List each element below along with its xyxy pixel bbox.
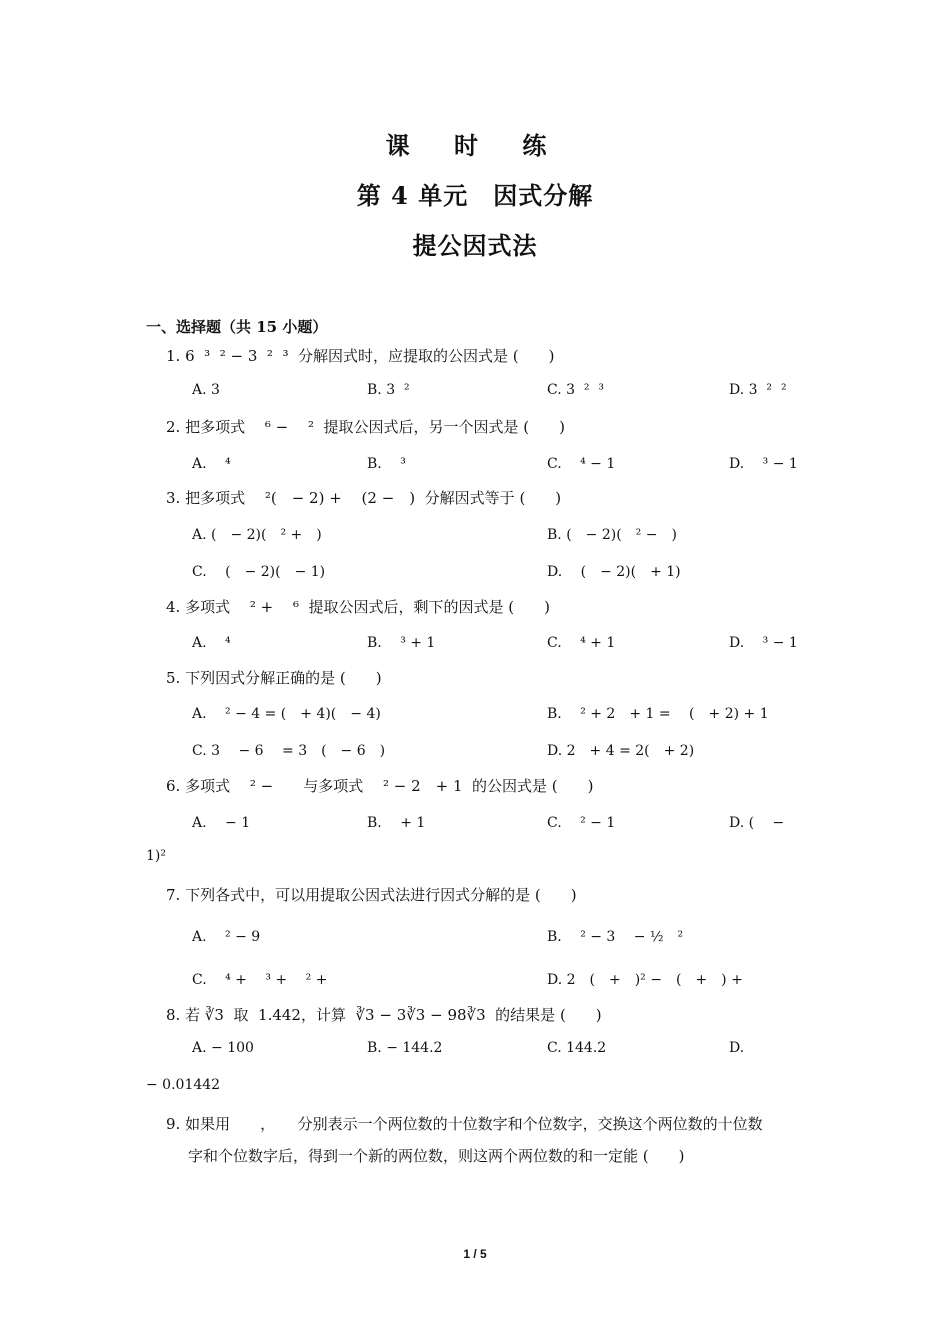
q8-option-c: C. 144.2 bbox=[547, 1040, 607, 1056]
question-3: 3. 把多项式 ²( − 2) + (2 − ) 分解因式等于 ( ) bbox=[166, 489, 562, 507]
q3-option-c: C. ( − 2)( − 1) bbox=[192, 564, 326, 580]
title-line-3: 提公因式法 bbox=[412, 231, 538, 260]
question-8: 8. 若 ∛3 取 1.442，计算 ∛3 − 3∛3 − 98∛3 的结果是 ( ) bbox=[166, 1006, 602, 1024]
q2-option-b: B. ³ bbox=[367, 456, 406, 472]
q3-option-d: D. ( − 2)( + 1) bbox=[547, 564, 681, 580]
q1-option-c: C. 3 ² ³ bbox=[547, 382, 605, 398]
q4-option-a: A. ⁴ bbox=[192, 635, 231, 651]
q8-option-d-wrap: − 0.01442 bbox=[146, 1077, 221, 1093]
title-line-2: 第 4 单元 因式分解 bbox=[356, 181, 594, 210]
q7-option-a: A. ² − 9 bbox=[192, 929, 261, 945]
question-1: 1. 6 ³ ² − 3 ² ³ 分解因式时，应提取的公因式是 ( ) bbox=[166, 347, 555, 365]
question-9: 9. 如果用 ， 分别表示一个两位数的十位数字和个位数字，交换这个两位数的十位数 bbox=[166, 1115, 763, 1133]
q3-option-b: B. ( − 2)( ² − ) bbox=[547, 527, 677, 543]
q5-option-d: D. 2 + 4 = 2( + 2) bbox=[547, 743, 695, 759]
q2-option-c: C. ⁴ − 1 bbox=[547, 456, 616, 472]
q8-option-a: A. − 100 bbox=[192, 1040, 254, 1056]
q7-option-d: D. 2 ( + )² − ( + ) + bbox=[547, 972, 743, 988]
title-line-1: 课 时 练 bbox=[385, 131, 565, 160]
question-9-line-2: 字和个位数字后，得到一个新的两位数，则这两个两位数的和一定能 ( ) bbox=[188, 1147, 685, 1165]
q6-option-d-wrap: 1)² bbox=[146, 848, 166, 864]
q1-option-a: A. 3 bbox=[192, 382, 220, 398]
q5-option-a: A. ² − 4 = ( + 4)( − 4) bbox=[192, 706, 381, 722]
question-4: 4. 多项式 ² + ⁶ 提取公因式后，剩下的因式是 ( ) bbox=[166, 598, 550, 616]
question-7: 7. 下列各式中，可以用提取公因式法进行因式分解的是 ( ) bbox=[166, 886, 577, 904]
q8-option-b: B. − 144.2 bbox=[367, 1040, 443, 1056]
question-6: 6. 多项式 ² − 与多项式 ² − 2 + 1 的公因式是 ( ) bbox=[166, 777, 594, 795]
q1-option-d: D. 3 ² ² bbox=[729, 382, 787, 398]
q2-option-a: A. ⁴ bbox=[192, 456, 231, 472]
question-5: 5. 下列因式分解正确的是 ( ) bbox=[166, 669, 382, 687]
q2-option-d: D. ³ − 1 bbox=[729, 456, 798, 472]
q6-option-b: B. + 1 bbox=[367, 815, 426, 831]
q8-option-d: D. bbox=[729, 1040, 745, 1056]
q5-option-c: C. 3 − 6 = 3 ( − 6 ) bbox=[192, 743, 386, 759]
page-number: 1 / 5 bbox=[463, 1247, 487, 1261]
q7-option-c: C. ⁴ + ³ + ² + bbox=[192, 972, 328, 988]
q6-option-a: A. − 1 bbox=[192, 815, 251, 831]
q5-option-b: B. ² + 2 + 1 = ( + 2) + 1 bbox=[547, 706, 769, 722]
section-heading: 一、选择题（共 15 小题） bbox=[146, 318, 328, 336]
q6-option-c: C. ² − 1 bbox=[547, 815, 616, 831]
question-2: 2. 把多项式 ⁶ − ² 提取公因式后，另一个因式是 ( ) bbox=[166, 418, 565, 436]
q4-option-d: D. ³ − 1 bbox=[729, 635, 798, 651]
q3-option-a: A. ( − 2)( ² + ) bbox=[192, 527, 322, 543]
q4-option-c: C. ⁴ + 1 bbox=[547, 635, 616, 651]
q4-option-b: B. ³ + 1 bbox=[367, 635, 436, 651]
q7-option-b: B. ² − 3 − ½ ² bbox=[547, 929, 684, 945]
q1-option-b: B. 3 ² bbox=[367, 382, 410, 398]
q6-option-d: D. ( − bbox=[729, 815, 785, 831]
